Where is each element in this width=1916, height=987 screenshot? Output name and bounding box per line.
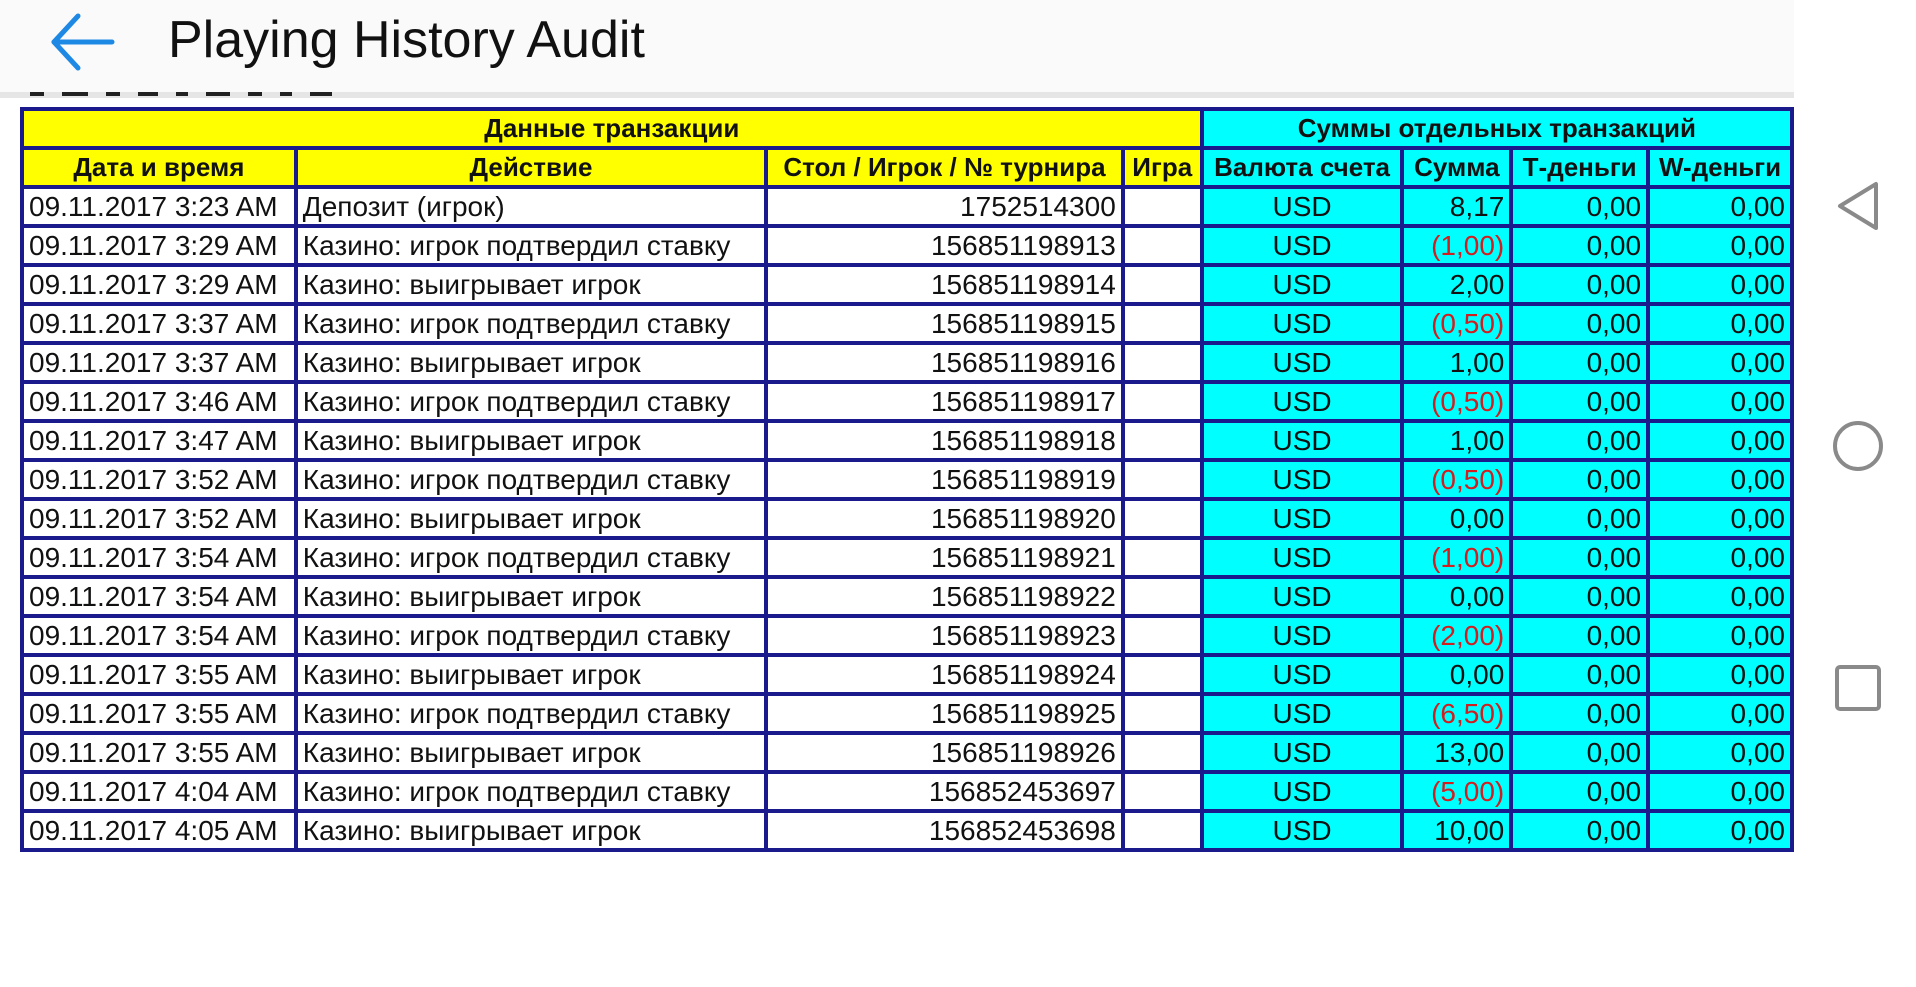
cell-datetime: 09.11.2017 3:55 AM	[22, 694, 296, 733]
column-header-datetime: Дата и время	[22, 148, 296, 187]
cell-w-money: 0,00	[1648, 577, 1792, 616]
cell-datetime: 09.11.2017 3:37 AM	[22, 343, 296, 382]
back-button[interactable]	[40, 6, 124, 78]
nav-back-button[interactable]	[1830, 178, 1886, 234]
cell-account-currency: USD	[1202, 772, 1403, 811]
cell-amount: 1,00	[1402, 421, 1511, 460]
cell-t-money: 0,00	[1511, 616, 1648, 655]
cell-datetime: 09.11.2017 4:04 AM	[22, 772, 296, 811]
nav-recents-button[interactable]	[1830, 660, 1886, 716]
cell-action: Казино: выигрывает игрок	[296, 499, 766, 538]
cell-w-money: 0,00	[1648, 499, 1792, 538]
cell-action: Казино: игрок подтвердил ставку	[296, 382, 766, 421]
cell-w-money: 0,00	[1648, 655, 1792, 694]
table-row	[22, 616, 1792, 655]
cell-t-money: 0,00	[1511, 499, 1648, 538]
table-row	[22, 694, 1792, 733]
cell-amount: (0,50)	[1402, 382, 1511, 421]
scrolled-text-fragment	[30, 92, 530, 102]
nav-home-button[interactable]	[1830, 418, 1886, 474]
cell-action: Казино: выигрывает игрок	[296, 655, 766, 694]
audit-table	[20, 107, 1794, 852]
cell-account-currency: USD	[1202, 226, 1403, 265]
cell-action: Казино: игрок подтвердил ставку	[296, 460, 766, 499]
column-header-account-currency: Валюта счета	[1202, 148, 1403, 187]
cell-table-player-tournament: 156851198925	[766, 694, 1123, 733]
cell-datetime: 09.11.2017 3:47 AM	[22, 421, 296, 460]
column-header-amount: Сумма	[1402, 148, 1511, 187]
cell-table-player-tournament: 156851198922	[766, 577, 1123, 616]
cell-account-currency: USD	[1202, 343, 1403, 382]
cell-amount: (0,50)	[1402, 460, 1511, 499]
table-row	[22, 187, 1792, 226]
cell-game	[1123, 343, 1202, 382]
table-row	[22, 772, 1792, 811]
table-row	[22, 811, 1792, 850]
cell-amount: 8,17	[1402, 187, 1511, 226]
cell-account-currency: USD	[1202, 811, 1403, 850]
cell-action: Казино: игрок подтвердил ставку	[296, 616, 766, 655]
cell-account-currency: USD	[1202, 577, 1403, 616]
table-row	[22, 226, 1792, 265]
cell-action: Депозит (игрок)	[296, 187, 766, 226]
cell-w-money: 0,00	[1648, 265, 1792, 304]
cell-t-money: 0,00	[1511, 655, 1648, 694]
table-row	[22, 733, 1792, 772]
cell-datetime: 09.11.2017 3:29 AM	[22, 265, 296, 304]
cell-action: Казино: игрок подтвердил ставку	[296, 226, 766, 265]
cell-amount: (6,50)	[1402, 694, 1511, 733]
cell-w-money: 0,00	[1648, 460, 1792, 499]
cell-account-currency: USD	[1202, 382, 1403, 421]
table-row	[22, 265, 1792, 304]
column-header-table-player-tournament: Стол / Игрок / № турнира	[766, 148, 1123, 187]
cell-w-money: 0,00	[1648, 772, 1792, 811]
cell-amount: 0,00	[1402, 655, 1511, 694]
cell-amount: (2,00)	[1402, 616, 1511, 655]
cell-amount: 0,00	[1402, 577, 1511, 616]
cell-datetime: 09.11.2017 3:23 AM	[22, 187, 296, 226]
column-header-action: Действие	[296, 148, 766, 187]
cell-game	[1123, 694, 1202, 733]
cell-t-money: 0,00	[1511, 538, 1648, 577]
cell-table-player-tournament: 156851198914	[766, 265, 1123, 304]
cell-datetime: 09.11.2017 3:29 AM	[22, 226, 296, 265]
group-header-transaction-data: Данные транзакции	[22, 109, 1202, 148]
cell-game	[1123, 382, 1202, 421]
table-row	[22, 499, 1792, 538]
cell-w-money: 0,00	[1648, 304, 1792, 343]
cell-action: Казино: выигрывает игрок	[296, 733, 766, 772]
cell-amount: (5,00)	[1402, 772, 1511, 811]
cell-game	[1123, 811, 1202, 850]
cell-table-player-tournament: 1752514300	[766, 187, 1123, 226]
cell-w-money: 0,00	[1648, 811, 1792, 850]
cell-game	[1123, 460, 1202, 499]
cell-datetime: 09.11.2017 3:37 AM	[22, 304, 296, 343]
cell-amount: 2,00	[1402, 265, 1511, 304]
cell-table-player-tournament: 156851198916	[766, 343, 1123, 382]
cell-game	[1123, 499, 1202, 538]
cell-account-currency: USD	[1202, 655, 1403, 694]
cell-w-money: 0,00	[1648, 694, 1792, 733]
cell-table-player-tournament: 156851198921	[766, 538, 1123, 577]
cell-table-player-tournament: 156851198918	[766, 421, 1123, 460]
cell-datetime: 09.11.2017 3:46 AM	[22, 382, 296, 421]
cell-game	[1123, 655, 1202, 694]
cell-t-money: 0,00	[1511, 265, 1648, 304]
table-row	[22, 655, 1792, 694]
cell-action: Казино: выигрывает игрок	[296, 343, 766, 382]
cell-amount: 0,00	[1402, 499, 1511, 538]
cell-table-player-tournament: 156851198923	[766, 616, 1123, 655]
cell-w-money: 0,00	[1648, 616, 1792, 655]
app-bar	[0, 0, 1794, 98]
cell-account-currency: USD	[1202, 304, 1403, 343]
arrow-left-icon	[40, 6, 124, 78]
cell-action: Казино: выигрывает игрок	[296, 811, 766, 850]
cell-t-money: 0,00	[1511, 460, 1648, 499]
cell-w-money: 0,00	[1648, 733, 1792, 772]
cell-t-money: 0,00	[1511, 694, 1648, 733]
cell-t-money: 0,00	[1511, 733, 1648, 772]
table-row	[22, 343, 1792, 382]
cell-game	[1123, 421, 1202, 460]
cell-table-player-tournament: 156851198924	[766, 655, 1123, 694]
cell-datetime: 09.11.2017 3:55 AM	[22, 655, 296, 694]
cell-account-currency: USD	[1202, 265, 1403, 304]
cell-t-money: 0,00	[1511, 421, 1648, 460]
system-nav-bar	[1794, 0, 1916, 987]
cell-t-money: 0,00	[1511, 343, 1648, 382]
table-row	[22, 460, 1792, 499]
cell-game	[1123, 733, 1202, 772]
cell-datetime: 09.11.2017 4:05 AM	[22, 811, 296, 850]
table-body	[22, 187, 1792, 850]
cell-amount: 13,00	[1402, 733, 1511, 772]
page-title: Playing History Audit	[168, 11, 645, 69]
cell-t-money: 0,00	[1511, 382, 1648, 421]
triangle-back-icon	[1830, 178, 1886, 234]
cell-t-money: 0,00	[1511, 304, 1648, 343]
cell-game	[1123, 538, 1202, 577]
cell-datetime: 09.11.2017 3:54 AM	[22, 577, 296, 616]
cell-account-currency: USD	[1202, 421, 1403, 460]
cell-table-player-tournament: 156852453697	[766, 772, 1123, 811]
cell-w-money: 0,00	[1648, 187, 1792, 226]
cell-amount: (1,00)	[1402, 226, 1511, 265]
column-header-w-money: W-деньги	[1648, 148, 1792, 187]
cell-game	[1123, 304, 1202, 343]
cell-w-money: 0,00	[1648, 382, 1792, 421]
cell-action: Казино: игрок подтвердил ставку	[296, 772, 766, 811]
table-row	[22, 421, 1792, 460]
cell-action: Казино: игрок подтвердил ставку	[296, 538, 766, 577]
cell-w-money: 0,00	[1648, 343, 1792, 382]
cell-account-currency: USD	[1202, 538, 1403, 577]
cell-action: Казино: выигрывает игрок	[296, 265, 766, 304]
cell-account-currency: USD	[1202, 616, 1403, 655]
cell-account-currency: USD	[1202, 187, 1403, 226]
table-row	[22, 304, 1792, 343]
audit-table-container[interactable]	[20, 107, 1794, 852]
group-header-row	[22, 109, 1792, 148]
cell-table-player-tournament: 156851198915	[766, 304, 1123, 343]
cell-account-currency: USD	[1202, 733, 1403, 772]
cell-w-money: 0,00	[1648, 538, 1792, 577]
cell-amount: 10,00	[1402, 811, 1511, 850]
cell-w-money: 0,00	[1648, 421, 1792, 460]
cell-account-currency: USD	[1202, 460, 1403, 499]
table-row	[22, 382, 1792, 421]
cell-action: Казино: игрок подтвердил ставку	[296, 304, 766, 343]
cell-datetime: 09.11.2017 3:52 AM	[22, 460, 296, 499]
cell-action: Казино: выигрывает игрок	[296, 577, 766, 616]
column-header-row	[22, 148, 1792, 187]
cell-table-player-tournament: 156851198919	[766, 460, 1123, 499]
cell-amount: 1,00	[1402, 343, 1511, 382]
cell-game	[1123, 772, 1202, 811]
column-header-t-money: Т-деньги	[1511, 148, 1648, 187]
cell-table-player-tournament: 156851198917	[766, 382, 1123, 421]
cell-amount: (1,00)	[1402, 538, 1511, 577]
cell-t-money: 0,00	[1511, 811, 1648, 850]
cell-account-currency: USD	[1202, 694, 1403, 733]
table-row	[22, 538, 1792, 577]
cell-game	[1123, 187, 1202, 226]
cell-datetime: 09.11.2017 3:54 AM	[22, 538, 296, 577]
cell-t-money: 0,00	[1511, 226, 1648, 265]
cell-table-player-tournament: 156851198926	[766, 733, 1123, 772]
group-header-transaction-amounts: Суммы отдельных транзакций	[1202, 109, 1792, 148]
cell-table-player-tournament: 156851198920	[766, 499, 1123, 538]
cell-game	[1123, 226, 1202, 265]
cell-table-player-tournament: 156852453698	[766, 811, 1123, 850]
circle-home-icon	[1830, 418, 1886, 474]
cell-game	[1123, 265, 1202, 304]
cell-datetime: 09.11.2017 3:52 AM	[22, 499, 296, 538]
cell-w-money: 0,00	[1648, 226, 1792, 265]
cell-table-player-tournament: 156851198913	[766, 226, 1123, 265]
cell-game	[1123, 577, 1202, 616]
table-row	[22, 577, 1792, 616]
cell-datetime: 09.11.2017 3:55 AM	[22, 733, 296, 772]
cell-amount: (0,50)	[1402, 304, 1511, 343]
cell-game	[1123, 616, 1202, 655]
cell-datetime: 09.11.2017 3:54 AM	[22, 616, 296, 655]
cell-t-money: 0,00	[1511, 187, 1648, 226]
cell-t-money: 0,00	[1511, 772, 1648, 811]
cell-action: Казино: выигрывает игрок	[296, 421, 766, 460]
column-header-game: Игра	[1123, 148, 1202, 187]
cell-account-currency: USD	[1202, 499, 1403, 538]
cell-t-money: 0,00	[1511, 577, 1648, 616]
cell-action: Казино: игрок подтвердил ставку	[296, 694, 766, 733]
square-recents-icon	[1830, 660, 1886, 716]
